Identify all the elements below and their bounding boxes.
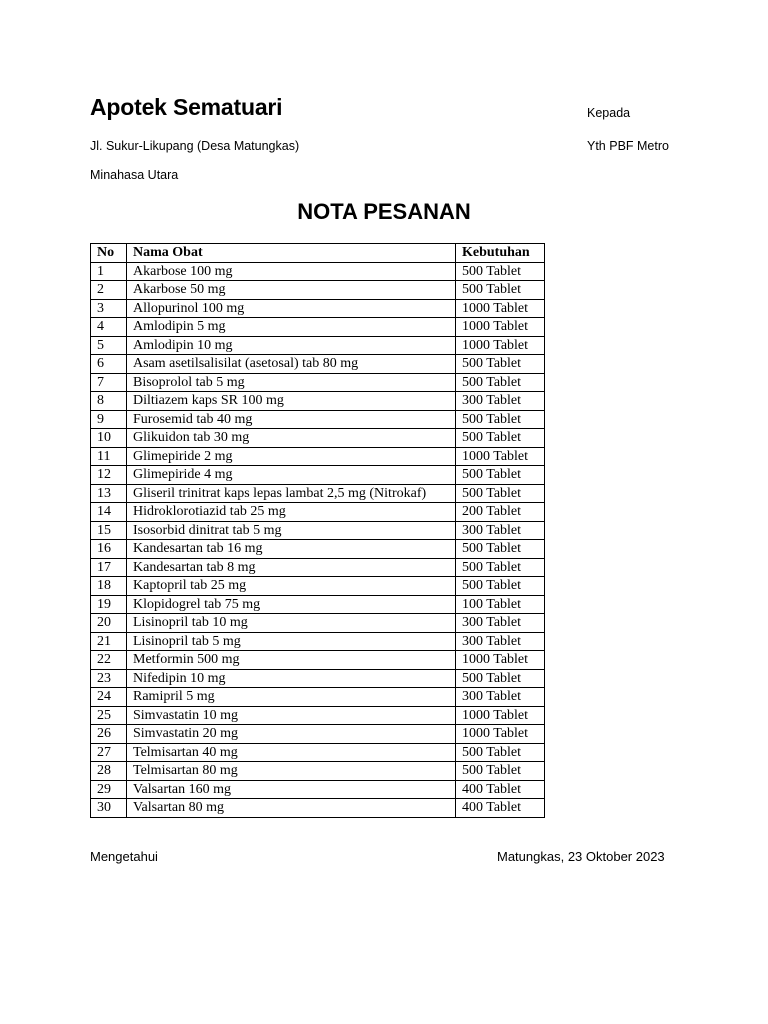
quantity: 1000 Tablet [456,318,545,337]
row-number: 19 [91,595,127,614]
table-row [91,614,545,633]
row-number: 9 [91,410,127,429]
drug-name: Hidroklorotiazid tab 25 mg [127,503,456,522]
order-table-header [91,244,545,263]
table-row [91,447,545,466]
recipient-label: Kepada [587,106,631,120]
row-number: 11 [91,447,127,466]
table-row [91,762,545,781]
quantity: 500 Tablet [456,669,545,688]
drug-name: Akarbose 100 mg [127,262,456,281]
row-number: 16 [91,540,127,559]
acknowledged-label: Mengetahui [90,849,158,864]
table-row [91,429,545,448]
quantity: 500 Tablet [456,429,545,448]
table-row [91,410,545,429]
drug-name: Lisinopril tab 5 mg [127,632,456,651]
row-number: 17 [91,558,127,577]
row-number: 24 [91,688,127,707]
drug-name: Kaptopril tab 25 mg [127,577,456,596]
row-number: 26 [91,725,127,744]
table-row [91,392,545,411]
drug-name: Nifedipin 10 mg [127,669,456,688]
table-row [91,336,545,355]
table-row [91,540,545,559]
drug-name: Amlodipin 10 mg [127,336,456,355]
table-row [91,651,545,670]
table-row [91,725,545,744]
row-number: 23 [91,669,127,688]
drug-name: Allopurinol 100 mg [127,299,456,318]
table-row [91,577,545,596]
table-row [91,373,545,392]
row-number: 21 [91,632,127,651]
drug-name: Isosorbid dinitrat tab 5 mg [127,521,456,540]
quantity: 1000 Tablet [456,651,545,670]
quantity: 300 Tablet [456,614,545,633]
header-row [91,244,545,263]
column-header-quantity: Kebutuhan [456,244,545,263]
quantity: 300 Tablet [456,392,545,411]
row-number: 20 [91,614,127,633]
drug-name: Klopidogrel tab 75 mg [127,595,456,614]
quantity: 1000 Tablet [456,706,545,725]
row-number: 4 [91,318,127,337]
quantity: 1000 Tablet [456,299,545,318]
quantity: 500 Tablet [456,762,545,781]
drug-name: Asam asetilsalisilat (asetosal) tab 80 mg [127,355,456,374]
drug-name: Simvastatin 10 mg [127,706,456,725]
drug-name: Metformin 500 mg [127,651,456,670]
drug-name: Amlodipin 5 mg [127,318,456,337]
quantity: 500 Tablet [456,743,545,762]
drug-name: Furosemid tab 40 mg [127,410,456,429]
quantity: 500 Tablet [456,540,545,559]
table-row [91,669,545,688]
quantity: 500 Tablet [456,373,545,392]
quantity: 1000 Tablet [456,447,545,466]
recipient-name: Yth PBF Metro [587,139,669,153]
table-row [91,466,545,485]
row-number: 8 [91,392,127,411]
table-row [91,355,545,374]
drug-name: Bisoprolol tab 5 mg [127,373,456,392]
row-number: 22 [91,651,127,670]
place-and-date: Matungkas, 23 Oktober 2023 [497,849,665,864]
quantity: 100 Tablet [456,595,545,614]
drug-name: Ramipril 5 mg [127,688,456,707]
row-number: 13 [91,484,127,503]
order-table [90,243,545,818]
table-row [91,799,545,818]
quantity: 300 Tablet [456,632,545,651]
row-number: 15 [91,521,127,540]
quantity: 500 Tablet [456,281,545,300]
row-number: 28 [91,762,127,781]
pharmacy-address-region: Minahasa Utara [90,168,179,182]
quantity: 500 Tablet [456,262,545,281]
table-row [91,503,545,522]
quantity: 500 Tablet [456,355,545,374]
drug-name: Valsartan 160 mg [127,780,456,799]
row-number: 30 [91,799,127,818]
column-header-no: No [91,244,127,263]
drug-name: Kandesartan tab 8 mg [127,558,456,577]
table-row [91,632,545,651]
table-row [91,262,545,281]
row-number: 1 [91,262,127,281]
row-number: 3 [91,299,127,318]
drug-name: Glikuidon tab 30 mg [127,429,456,448]
quantity: 500 Tablet [456,410,545,429]
row-number: 6 [91,355,127,374]
quantity: 500 Tablet [456,558,545,577]
drug-name: Glimepiride 2 mg [127,447,456,466]
table-row [91,558,545,577]
table-row [91,743,545,762]
quantity: 300 Tablet [456,521,545,540]
quantity: 300 Tablet [456,688,545,707]
table-row [91,780,545,799]
drug-name: Telmisartan 80 mg [127,762,456,781]
quantity: 500 Tablet [456,466,545,485]
drug-name: Simvastatin 20 mg [127,725,456,744]
row-number: 18 [91,577,127,596]
drug-name: Kandesartan tab 16 mg [127,540,456,559]
quantity: 1000 Tablet [456,336,545,355]
row-number: 5 [91,336,127,355]
drug-name: Akarbose 50 mg [127,281,456,300]
drug-name: Diltiazem kaps SR 100 mg [127,392,456,411]
row-number: 29 [91,780,127,799]
row-number: 25 [91,706,127,725]
table-row [91,595,545,614]
drug-name: Valsartan 80 mg [127,799,456,818]
drug-name: Gliseril trinitrat kaps lepas lambat 2,5 mg (Nitrokaf) [127,484,456,503]
quantity: 500 Tablet [456,484,545,503]
order-table-body [91,262,545,817]
table-row [91,688,545,707]
table-row [91,281,545,300]
drug-name: Glimepiride 4 mg [127,466,456,485]
row-number: 12 [91,466,127,485]
quantity: 500 Tablet [456,577,545,596]
pharmacy-name: Apotek Sematuari [90,94,283,120]
quantity: 200 Tablet [456,503,545,522]
quantity: 1000 Tablet [456,725,545,744]
row-number: 2 [91,281,127,300]
drug-name: Lisinopril tab 10 mg [127,614,456,633]
row-number: 7 [91,373,127,392]
table-row [91,299,545,318]
quantity: 400 Tablet [456,780,545,799]
drug-name: Telmisartan 40 mg [127,743,456,762]
quantity: 400 Tablet [456,799,545,818]
column-header-drug-name: Nama Obat [127,244,456,263]
pharmacy-address-street: Jl. Sukur-Likupang (Desa Matungkas) [90,139,300,153]
row-number: 10 [91,429,127,448]
row-number: 27 [91,743,127,762]
table-row [91,521,545,540]
row-number: 14 [91,503,127,522]
table-row [91,706,545,725]
table-row [91,318,545,337]
document-title: NOTA PESANAN [297,199,471,224]
table-row [91,484,545,503]
